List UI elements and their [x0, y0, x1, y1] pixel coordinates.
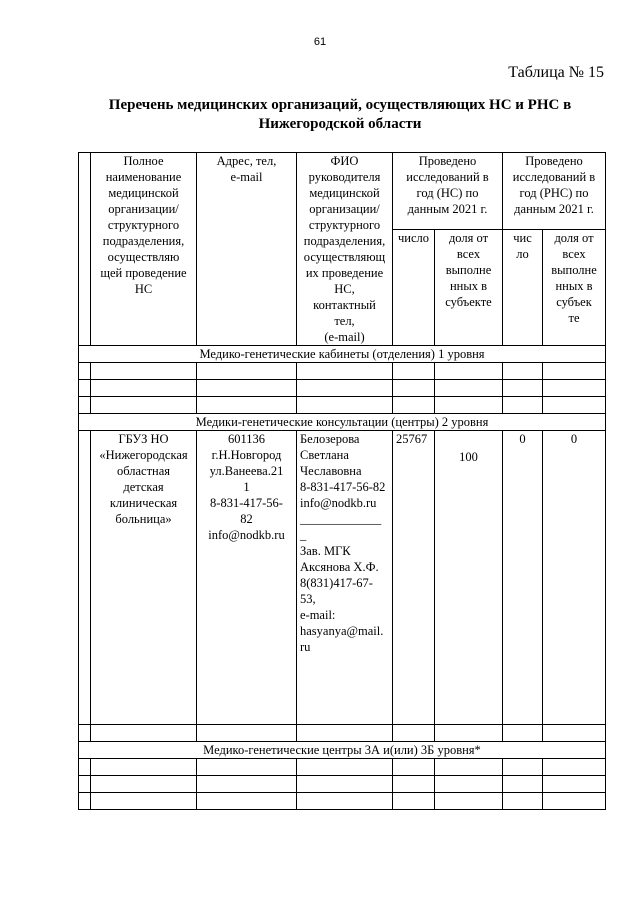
rns-count-header-cell: чис ло — [503, 230, 543, 346]
rns-share-header-cell: доля от всех выполне нных в субъек те — [543, 230, 606, 346]
organizations-table — [78, 152, 606, 810]
address-header-cell: Адрес, тел, e-mail — [197, 153, 297, 346]
section-title-level3: Медико-генетические центры 3А и(или) 3Б уровня* — [79, 742, 606, 759]
section-row-level1 — [79, 346, 606, 363]
ns-group-header-cell: Проведено исследований в год (НС) по данным 2021 г. — [393, 153, 503, 230]
index-cell — [79, 431, 91, 725]
page-number: 61 — [313, 36, 327, 48]
empty-row — [79, 776, 606, 793]
name-header-cell: Полное наименование медицинской организации/ структурного подразделения, осуществляю щей проведение НС — [91, 153, 197, 346]
empty-row — [79, 380, 606, 397]
table-label: Таблица № 15 — [508, 64, 604, 81]
header-row — [79, 153, 606, 230]
section-title-level1: Медико-генетические кабинеты (отделения) 1 уровня — [79, 346, 606, 363]
ns-share-cell: 100 — [435, 431, 503, 725]
ns-count-header-cell: число — [393, 230, 435, 346]
empty-row — [79, 363, 606, 380]
ns-count-cell: 25767 — [393, 431, 435, 725]
org-address-cell: 601136 г.Н.Новгород ул.Ванеева.21 1 8-831-417-56- 82 info@nodkb.ru — [197, 431, 297, 725]
table-row-organization — [79, 431, 606, 725]
separator-tail: _ — [300, 528, 307, 542]
org-contact-cell: Белозерова Светлана Чеславовна 8-831-417-56-82 info@nodkb.ru _____________ _ Зав. МГК Аксянова Х.Ф. 8(831)417-67- 53, e-mail: hasyanya@mail. ru — [297, 431, 393, 725]
index-header-cell — [79, 153, 91, 346]
head-header-cell: ФИО руководителя медицинской организации/ структурного подразделения, осуществляющ их проведение НС, контактный тел, (e-mail) — [297, 153, 393, 346]
table-title — [100, 96, 580, 134]
empty-row — [79, 759, 606, 776]
rns-count-cell: 0 — [503, 431, 543, 725]
section-row-level3 — [79, 742, 606, 759]
title-line-1: Перечень медицинских организаций, осуществляющих НС и РНС в — [108, 97, 572, 113]
section-title-level2: Медики-генетические консультации (центры) 2 уровня — [79, 414, 606, 431]
empty-row — [79, 397, 606, 414]
ns-share-header-cell: доля от всех выполне нных в субъекте — [435, 230, 503, 346]
org-name-cell: ГБУЗ НО «Нижегородская областная детская клиническая больница» — [91, 431, 197, 725]
rns-group-header-cell: Проведено исследований в год (РНС) по данным 2021 г. — [503, 153, 606, 230]
section-row-level2 — [79, 414, 606, 431]
empty-row — [79, 725, 606, 742]
rns-share-cell: 0 — [543, 431, 606, 725]
separator-line: _____________ — [300, 512, 382, 526]
empty-row — [79, 793, 606, 810]
title-line-2: Нижегородской области — [258, 116, 422, 132]
